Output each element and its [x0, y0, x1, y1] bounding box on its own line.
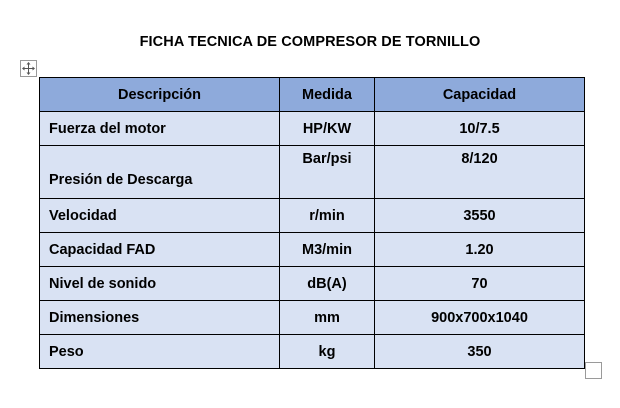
table-row: [40, 112, 585, 146]
cell-medida: kg: [280, 335, 375, 369]
cell-descripcion: Peso: [40, 335, 280, 369]
header-medida: Medida: [280, 78, 375, 112]
cell-descripcion: Presión de Descarga: [40, 146, 280, 199]
cell-medida: M3/min: [280, 233, 375, 267]
cell-capacidad: 350: [375, 335, 585, 369]
table-row: [40, 335, 585, 369]
cell-medida: dB(A): [280, 267, 375, 301]
table-row: [40, 146, 585, 199]
table-move-handle-icon[interactable]: [20, 60, 37, 77]
cell-capacidad: 10/7.5: [375, 112, 585, 146]
cell-descripcion: Nivel de sonido: [40, 267, 280, 301]
table-row: [40, 267, 585, 301]
cell-medida: HP/KW: [280, 112, 375, 146]
document-title: FICHA TECNICA DE COMPRESOR DE TORNILLO: [139, 34, 481, 50]
table-header-row: [40, 78, 585, 112]
cell-capacidad: 1.20: [375, 233, 585, 267]
header-capacidad: Capacidad: [375, 78, 585, 112]
table-row: [40, 199, 585, 233]
table-row: [40, 233, 585, 267]
cell-capacidad: 900x700x1040: [375, 301, 585, 335]
cell-capacidad: 3550: [375, 199, 585, 233]
cell-medida: mm: [280, 301, 375, 335]
cell-medida: Bar/psi: [280, 146, 375, 199]
four-arrow-move-icon: [21, 61, 36, 76]
cell-descripcion: Capacidad FAD: [40, 233, 280, 267]
cell-capacidad: 8/120: [375, 146, 585, 199]
table-row: [40, 301, 585, 335]
cell-capacidad: 70: [375, 267, 585, 301]
cell-medida: r/min: [280, 199, 375, 233]
cell-descripcion: Fuerza del motor: [40, 112, 280, 146]
cell-descripcion: Dimensiones: [40, 301, 280, 335]
header-descripcion: Descripción: [40, 78, 280, 112]
cell-descripcion: Velocidad: [40, 199, 280, 233]
spec-table: [39, 77, 585, 369]
table-resize-handle-icon[interactable]: [585, 362, 602, 379]
